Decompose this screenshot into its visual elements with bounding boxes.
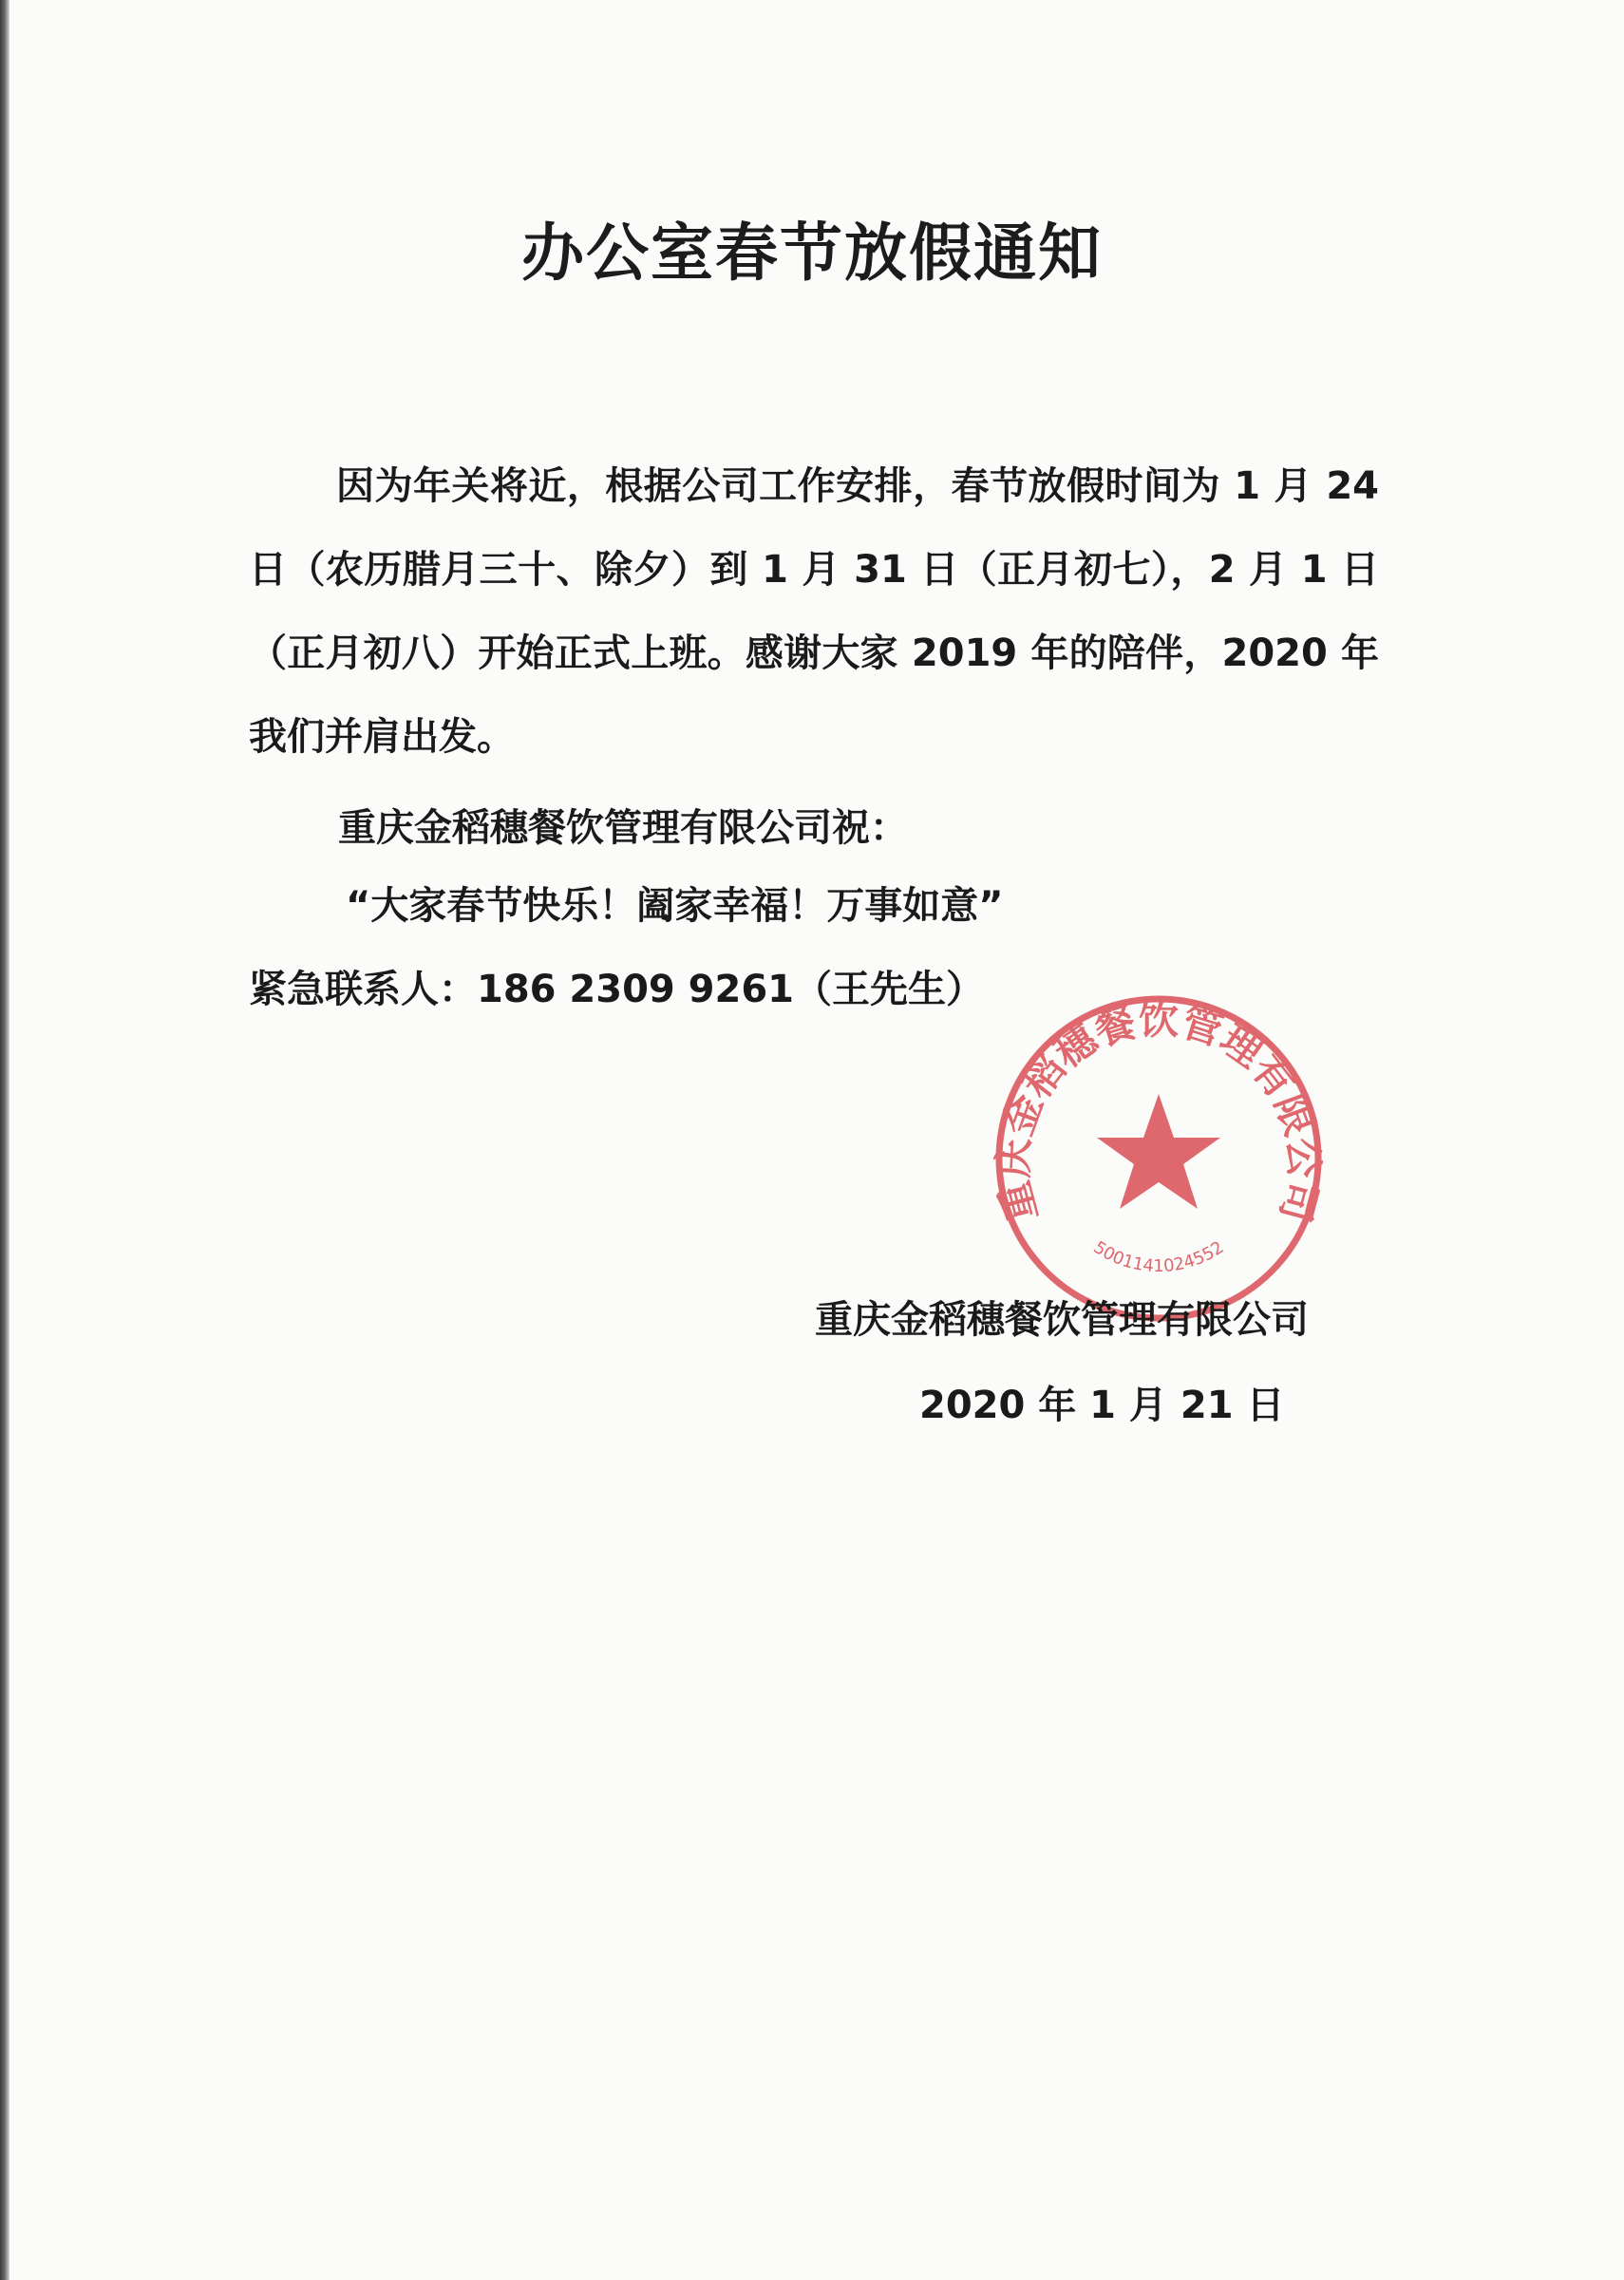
seal-star — [1097, 1094, 1220, 1209]
signature-company: 重庆金稻穗餐饮管理有限公司 — [815, 1298, 1309, 1342]
signature-date: 2020 年 1 月 21 日 — [919, 1384, 1285, 1427]
wish-text-line: “大家春节快乐！阖家幸福！万事如意” — [346, 884, 1004, 928]
seal-arc-text: 重庆金稻穗餐饮管理有限公司 — [990, 996, 1328, 1227]
document-title: 办公室春节放假通知 — [521, 217, 1103, 290]
scan-edge-shadow — [0, 0, 9, 2280]
notice-paragraph: 因为年关将近，根据公司工作安排，春节放假时间为 1 月 24 日（农历腊月三十、除夕）到 1 月 31 日（正月初七），2 月 1 日（正月初八）开始正式上班。感谢大家 2019 年的陪伴，2020 年我们并肩出发。 — [249, 464, 1379, 759]
seal-number: 5001141024552 — [1089, 1237, 1228, 1277]
company-seal — [988, 988, 1330, 1329]
emergency-contact: 紧急联系人：186 2309 9261（王先生） — [249, 968, 985, 1011]
wish-from-line: 重庆金稻穗餐饮管理有限公司祝： — [338, 806, 908, 850]
